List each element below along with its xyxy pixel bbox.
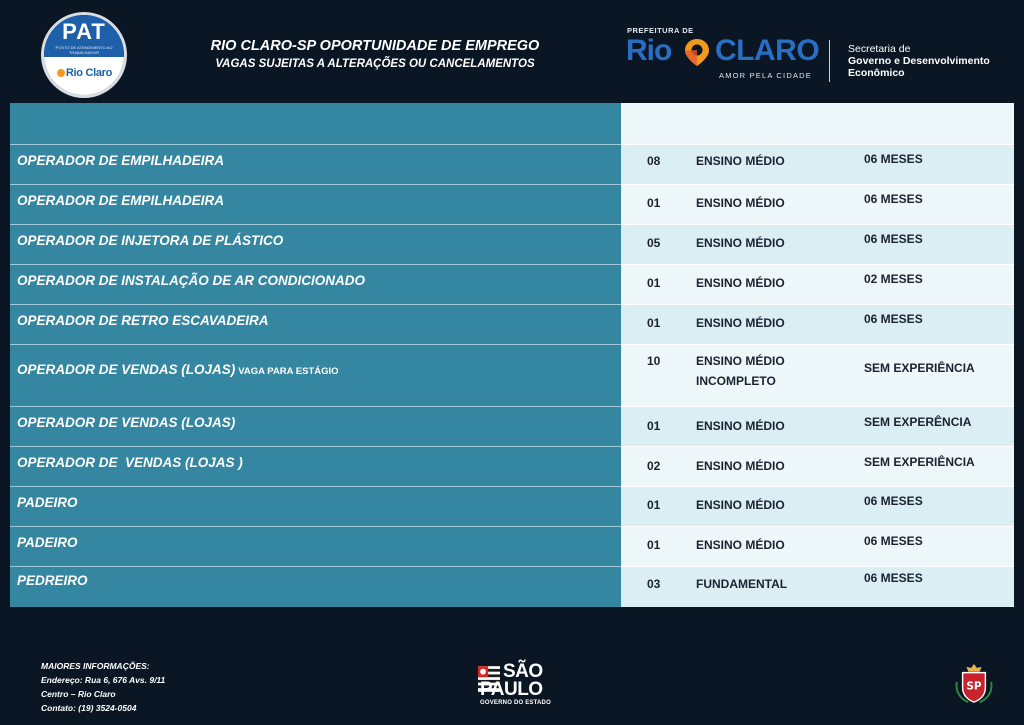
secretaria-label: Secretaria de Governo e Desenvolvimento Econômico [848,43,990,79]
quantidade-cell: 03 [647,577,661,591]
cargo-cell: PADEIRO [17,535,78,550]
table-row [10,184,1014,224]
table-header-row [10,103,1014,144]
address-text: Endereço: Rua 6, 676 Avs. 9/11 [41,675,166,685]
escolaridade-cell: ENSINO MÉDIO [696,459,785,473]
page-subtitle: VAGAS SUJEITAS A ALTERAÇÕES OU CANCELAMENTOS [215,58,535,70]
cargo-cell: OPERADOR DE VENDAS (LOJAS) [17,415,236,430]
pat-logo-word: PAT [62,19,106,44]
sp-logo-line3: GOVERNO DO ESTADO [480,700,551,706]
cargo-cell: OPERADOR DE EMPILHADEIRA [17,153,225,168]
cargo-cell: PADEIRO [17,495,78,510]
escolaridade-cell: ENSINO MÉDIO [696,498,785,512]
logo-slogan: AMOR PELA CIDADE [719,71,812,80]
table-row [10,446,1014,486]
escolaridade-cell: ENSINO MÉDIO [696,196,785,210]
cargo-cell: OPERADOR DE RETRO ESCAVADEIRA [17,313,269,328]
pat-logo [41,12,127,98]
cargo-cell: OPERADOR DE EMPILHADEIRA [17,193,225,208]
escolaridade-cell: ENSINO MÉDIO [696,419,785,433]
table-row [10,224,1014,264]
phone-text: Contato: (19) 3524-0504 [41,703,137,713]
table-row [10,566,1014,607]
table-row [10,486,1014,526]
quantidade-cell: 01 [647,538,661,552]
escolaridade-cell: ENSINO MÉDIO INCOMPLETO [696,354,785,388]
brasao-sp-icon [955,663,993,705]
cargo-cell: OPERADOR DE INSTALAÇÃO DE AR CONDICIONADO [17,273,366,288]
escolaridade-cell: ENSINO MÉDIO [696,236,785,250]
table-row [10,144,1014,184]
svg-text:SP: SP [966,680,982,693]
page-title: RIO CLARO-SP OPORTUNIDADE DE EMPREGO [210,38,540,54]
estagio-note: VAGA PARA ESTÁGIO [238,366,339,377]
quantidade-cell: 10 [647,354,661,368]
quantidade-cell: 02 [647,459,661,473]
escolaridade-cell: ENSINO MÉDIO [696,316,785,330]
experiencia-cell: 02 MESES [864,272,923,286]
quantidade-cell: 08 [647,154,661,168]
table-row [10,406,1014,446]
experiencia-cell: SEM EXPERIÊNCIA [864,455,975,469]
quantidade-cell: 01 [647,498,661,512]
quantidade-cell: 01 [647,196,661,210]
cargo-cell: OPERADOR DE VENDAS (LOJAS ) [17,455,243,470]
experiencia-cell: 06 MESES [864,192,923,206]
quantidade-cell: 01 [647,276,661,290]
map-pin-icon [682,37,712,67]
logo-name-part2: CLARO [715,34,820,67]
quantidade-cell: 01 [647,419,661,433]
quantidade-cell: 05 [647,236,661,250]
escolaridade-cell: FUNDAMENTAL [696,577,788,591]
experiencia-cell: 06 MESES [864,232,923,246]
table-row [10,526,1014,566]
cargo-cell: PEDREIRO [17,573,88,588]
header-divider [829,40,830,82]
logo-name-part1: Rio [626,34,672,67]
experiencia-cell: SEM EXPERÊNCIA [864,415,972,429]
table-row [10,264,1014,304]
escolaridade-cell: ENSINO MÉDIO [696,154,785,168]
table-row [10,344,1014,406]
experiencia-cell: 06 MESES [864,534,923,548]
prefeitura-rio-claro-logo [626,26,820,86]
sp-logo-line1: SÃO [503,661,543,682]
pat-logo-subtitle: POSTO DE ATENDIMENTO AO TRABALHADOR [55,45,113,55]
escolaridade-cell: ENSINO MÉDIO [696,276,785,290]
experiencia-cell: 06 MESES [864,494,923,508]
info-title: MAIORES INFORMAÇÕES: [41,661,150,671]
pat-logo-brand: Rio Claro [56,67,112,79]
vagas-table [10,103,1014,607]
escolaridade-cell: ENSINO MÉDIO [696,538,785,552]
quantidade-cell: 01 [647,316,661,330]
sao-paulo-governo-logo [476,662,556,710]
experiencia-cell: 06 MESES [864,312,923,326]
experiencia-cell: 06 MESES [864,152,923,166]
cargo-cell: OPERADOR DE VENDAS (LOJAS) VAGA PARA ESTÁGIO [17,362,339,377]
experiencia-cell: SEM EXPERIÊNCIA [864,361,975,375]
cargo-cell: OPERADOR DE INJETORA DE PLÁSTICO [17,233,284,248]
logo-prefeitura-label: PREFEITURA DE [627,26,694,35]
contact-info [41,659,291,715]
district-text: Centro – Rio Claro [41,689,116,699]
table-row [10,304,1014,344]
pin-icon [57,69,65,77]
sp-logo-line2: PAULO [480,679,543,700]
experiencia-cell: 06 MESES [864,571,923,585]
